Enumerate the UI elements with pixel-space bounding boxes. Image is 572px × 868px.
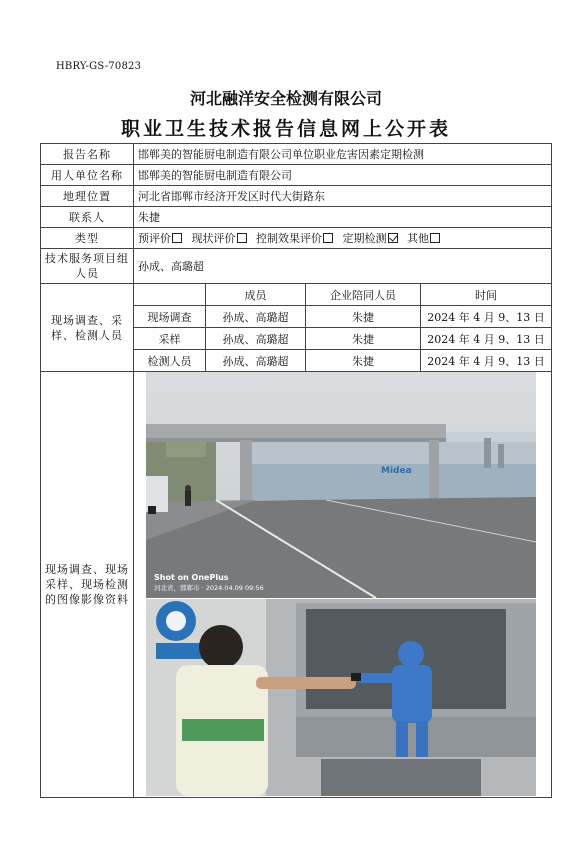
survey-date: 2024 年 4 月 9、13 日: [421, 306, 552, 328]
survey-role: 检测人员: [134, 350, 206, 372]
type-option-periodic-testing: [343, 232, 404, 245]
survey-header-escort: 企业陪同人员: [306, 284, 421, 306]
page-title: 职业卫生技术报告信息网上公开表: [120, 118, 451, 140]
type-options: [134, 228, 552, 249]
checkbox-icon: [237, 233, 247, 243]
watermark-location-time: 河北省，邯郸市 · 2024.04.09 09:56: [154, 584, 264, 592]
report-name-label: 报告名称: [41, 144, 134, 165]
team-value: 孙成、高璐超: [134, 249, 552, 284]
contact-label: 联系人: [41, 207, 134, 228]
company-name: 河北融洋安全检测有限公司: [189, 89, 382, 108]
contact-value: 朱捷: [134, 207, 552, 228]
location-label: 地理位置: [41, 186, 134, 207]
row-report-name: [41, 144, 552, 165]
type-option-label: 控制效果评价: [256, 232, 322, 245]
survey-escort: 朱捷: [306, 306, 421, 328]
type-option-status-evaluation: [192, 232, 253, 245]
type-option-pre-evaluation: [138, 232, 188, 245]
row-location: [41, 186, 552, 207]
images-label: 现场调查、现场采样、现场检测的图像影像资料: [41, 372, 134, 798]
row-contact: [41, 207, 552, 228]
document-number: HBRY-GS-70823: [56, 61, 142, 72]
workshop-sampling-photo: [146, 599, 536, 796]
survey-members: 孙成、高璐超: [206, 350, 306, 372]
type-option-other: [407, 232, 446, 245]
survey-label: 现场调查、采样、检测人员: [41, 284, 134, 372]
survey-header-time: 时间: [421, 284, 552, 306]
checkbox-icon: [323, 233, 333, 243]
row-employer: [41, 165, 552, 186]
survey-escort: 朱捷: [306, 328, 421, 350]
type-option-label: 其他: [407, 232, 429, 245]
type-option-control-evaluation: [256, 232, 339, 245]
type-option-label: 现状评价: [191, 232, 236, 245]
survey-members: 孙成、高璐超: [206, 306, 306, 328]
type-option-label: 定期检测: [342, 232, 387, 245]
checkbox-icon: [172, 233, 182, 243]
location-value: 河北省邯郸市经济开发区时代大街路东: [134, 186, 552, 207]
employer-label: 用人单位名称: [41, 165, 134, 186]
images-row: [41, 372, 552, 798]
survey-role: 采样: [134, 328, 206, 350]
watermark-camera: Shot on OnePlus: [154, 573, 229, 582]
survey-role: 现场调查: [134, 306, 206, 328]
row-type: [41, 228, 552, 249]
row-team: [41, 249, 552, 284]
type-option-label: 预评价: [138, 232, 171, 245]
factory-sign: Midea: [381, 466, 412, 476]
factory-gate-photo: [146, 372, 536, 598]
employer-value: 邯郸美的智能厨电制造有限公司: [134, 165, 552, 186]
survey-date: 2024 年 4 月 9、13 日: [421, 350, 552, 372]
disclosure-table: [40, 143, 552, 798]
checkbox-checked-icon: [388, 233, 398, 243]
survey-date: 2024 年 4 月 9、13 日: [421, 328, 552, 350]
type-label: 类型: [41, 228, 134, 249]
survey-header-row: [41, 284, 552, 306]
survey-header-members: 成员: [206, 284, 306, 306]
survey-members: 孙成、高璐超: [206, 328, 306, 350]
survey-escort: 朱捷: [306, 350, 421, 372]
report-name-value: 邯郸美的智能厨电制造有限公司单位职业危害因素定期检测: [134, 144, 552, 165]
checkbox-icon: [430, 233, 440, 243]
images-cell: [134, 372, 552, 798]
survey-header-blank: [134, 284, 206, 306]
photo-watermark: [154, 573, 264, 592]
team-label: 技术服务项目组人员: [41, 249, 134, 284]
